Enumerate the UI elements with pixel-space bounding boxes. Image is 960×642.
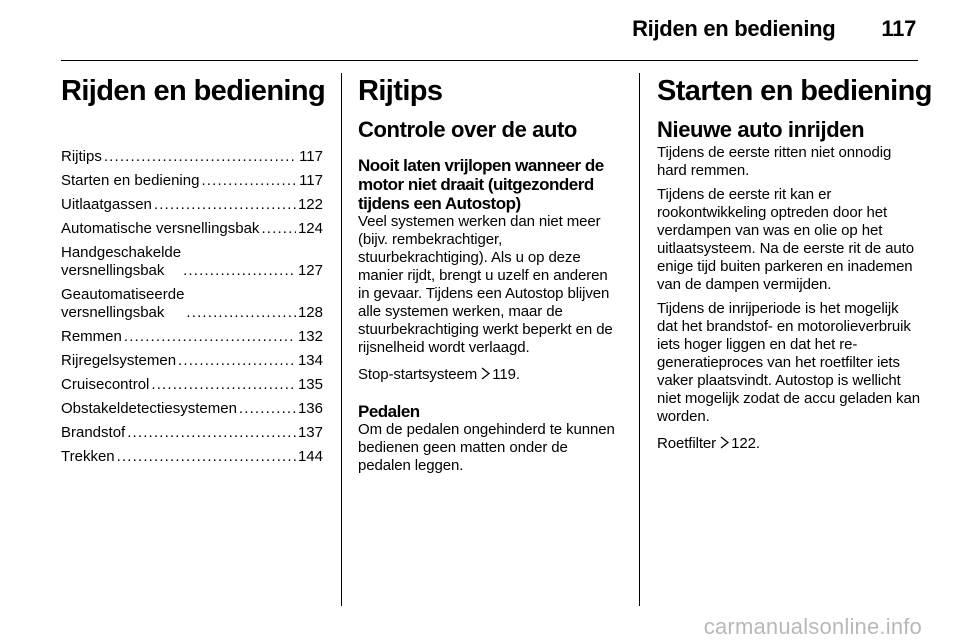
toc-entry[interactable] (61, 244, 323, 280)
toc-entry[interactable] (61, 148, 323, 166)
reference-roetfilter[interactable] (657, 435, 922, 453)
column-divider-2 (639, 73, 640, 606)
reference-stop-start[interactable] (358, 366, 622, 384)
reference-label: Stop-startsysteem (358, 366, 478, 383)
reference-page: 119. (492, 366, 520, 383)
column-starten (657, 72, 932, 453)
toc-entry[interactable] (61, 220, 323, 238)
column-divider-1 (341, 73, 342, 606)
toc-entry-page: 134 (297, 352, 323, 369)
toc-entry-page: 132 (297, 328, 323, 345)
toc-leader-dots (127, 424, 296, 442)
toc-entry-label: Remmen (61, 328, 122, 345)
toc-entry-page: 122 (297, 196, 323, 213)
page-header (632, 16, 916, 42)
paragraph-pedalen: Om de pedalen ongehinderd te kunnen bedienen geen matten onder de pedalen leggen. (358, 421, 615, 474)
toc-leader-dots (183, 262, 296, 280)
toc-entry-page: 127 (297, 262, 323, 279)
subsection-title-inrijden: Nieuwe auto inrijden (657, 117, 865, 142)
toc-entry-page: 117 (299, 172, 323, 189)
toc-entry-label: Obstakeldetectiesystemen (61, 400, 237, 417)
reference-arrow-icon (481, 367, 490, 380)
paragraph-remmen: Tijdens de eerste ritten niet onnodig hard remmen. (657, 144, 892, 179)
toc-entry[interactable] (61, 448, 323, 466)
toc-entry[interactable] (61, 328, 323, 346)
toc-leader-dots (124, 328, 296, 346)
toc-entry-page: 144 (297, 448, 323, 465)
toc-entry-page: 136 (297, 400, 323, 417)
toc-leader-dots (239, 400, 296, 418)
section-title-starten: Starten en bediening (657, 75, 932, 107)
column-rijtips (358, 72, 622, 475)
reference-page: 122. (731, 435, 760, 452)
toc-entry-page: 135 (297, 376, 323, 393)
toc-entry-page: 137 (297, 424, 323, 441)
toc-entry-page: 128 (297, 304, 323, 321)
toc-entry[interactable] (61, 286, 323, 322)
toc-entry[interactable] (61, 424, 323, 442)
reference-label: Roetfilter (657, 435, 717, 452)
toc-entry[interactable] (61, 196, 323, 214)
heading-nooit-vrijlopen: Nooit laten vrijlopen wanneer de motor niet draait (uitgezonderd tijdens een Autostop) (358, 156, 604, 213)
paragraph-vrijlopen: Veel systemen werken dan niet meer (bijv. rembekrachtiger, stuurbekrachtiging). Als u op deze manier rijdt, brengt u uzelf en anderen in gevaar. Tijdens een Autostop blijven alle systemen werken, maar de stuurbekrachtiging werkt beperkt en de rijsnelheid wordt verlaagd. (358, 213, 613, 356)
header-section-title: Rijden en bediening (632, 16, 836, 41)
toc-entry-label: Cruisecontrol (61, 376, 150, 393)
toc-leader-dots (201, 172, 297, 190)
toc-leader-dots (261, 220, 296, 238)
header-rule (61, 60, 918, 61)
toc-entry-label: Automatische versnellingsbak (61, 220, 260, 237)
toc-entry[interactable] (61, 352, 323, 370)
toc-entry-page: 117 (299, 148, 323, 165)
toc-entry-label: Starten en bediening (61, 172, 200, 189)
toc-entry-label: Geautomatiseerde versnellingsbak (61, 286, 185, 321)
toc-leader-dots (186, 304, 296, 322)
header-page-number: 117 (881, 16, 916, 41)
subsection-title-controle: Controle over de auto (358, 117, 577, 142)
toc-entry[interactable] (61, 172, 323, 190)
toc-entry-label: Trekken (61, 448, 115, 465)
toc-entry-label: Brandstof (61, 424, 126, 441)
toc-entry[interactable] (61, 400, 323, 418)
toc-leader-dots (104, 148, 297, 166)
toc-entry-page: 124 (297, 220, 323, 237)
toc-leader-dots (151, 376, 296, 394)
toc-entry-label: Rijtips (61, 148, 102, 165)
toc-leader-dots (117, 448, 296, 466)
toc-leader-dots (154, 196, 296, 214)
column-toc (61, 72, 326, 472)
toc-entry-label: Handgeschakelde versnellingsbak (61, 244, 182, 279)
toc-entry-label: Rijregelsystemen (61, 352, 177, 369)
watermark: carmanualsonline.info (703, 614, 922, 639)
heading-pedalen: Pedalen (358, 402, 420, 421)
reference-arrow-icon (720, 436, 729, 449)
paragraph-rookontwikkeling: Tijdens de eerste rit kan er rookontwikkeling optreden door het verdampen van was en olie op het uitlaatsysteem. Na de eerste rit de auto enige tijd buiten parkeren en inademen van de dampen vermijden. (657, 186, 914, 293)
toc-leader-dots (178, 352, 296, 370)
chapter-title: Rijden en bediening (61, 75, 326, 107)
section-title-rijtips: Rijtips (358, 75, 443, 107)
toc-entry[interactable] (61, 376, 323, 394)
table-of-contents (61, 148, 323, 466)
toc-entry-label: Uitlaatgassen (61, 196, 152, 213)
paragraph-inrijperiode: Tijdens de inrijperiode is het mogelijk dat het brandstof- en motorolieverbruik iets hoger liggen en dat het regeneratieproces van het roetfilter iets vaker plaatsvindt. Autostop is wellicht niet mogelijk zodat de accu geladen kan worden. (657, 300, 920, 425)
